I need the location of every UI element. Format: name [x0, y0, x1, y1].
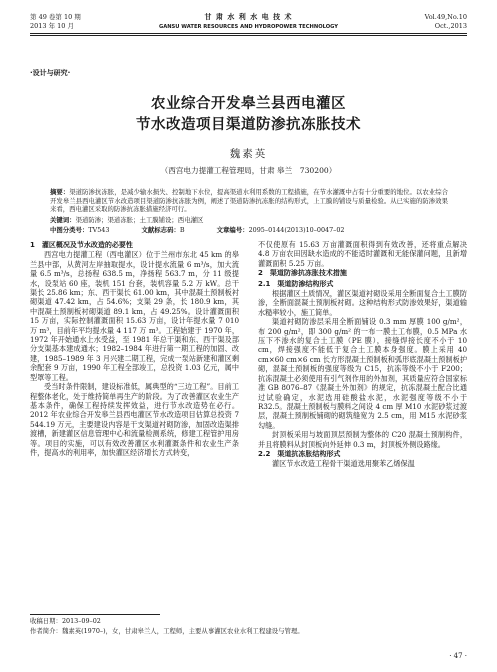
article-title-line2: 节水改造项目渠道防渗抗冻胀技术: [136, 117, 361, 133]
date-en: Oct.,2013: [434, 22, 467, 30]
header-rule: [30, 33, 467, 34]
affiliation: （西宫电力提灌工程管理局，甘肃 皋兰 730200）: [160, 166, 337, 175]
right-column: [258, 240, 467, 469]
abstract: [50, 188, 448, 214]
section-heading-1: 1 灌区概况及节水改造的必要性: [30, 241, 133, 249]
received-date: 收稿日期：2013–09–02: [30, 617, 101, 625]
keywords-text: 渠道防渗；渠道冻胀；土工膜铺设；西电灌区: [75, 216, 204, 224]
journal-name-en: GANSU WATER RESOURCES AND HYDROPOWER TECHNOLOGY: [158, 24, 339, 30]
author-bio: 作者简介：魏素英(1970–)，女，甘肃皋兰人，工程师，主要从事灌区农业水利工程建设与管理。: [30, 627, 304, 635]
doc-code-label: 文献标志码：: [141, 226, 180, 234]
paragraph: 渠道衬砌防渗层采用全断面铺设 0.3 mm 厚膜 100 g/m²，布 200 g/m²，即 300 g/m² 的一布一膜土工布膜，0.5 MPa 水压下不渗水的复合土工膜（PE 膜），接缝焊接长度不小于 10 cm，焊接强度不能低于复合土工膜本身强度。膜上采用 40 cm×60 cm×6 cm 长方形混凝土预制板和弧形底混凝土预制板护砌，混凝土预制板的强度等级为 C15，抗冻等级不小于 F200；抗冻混凝土必须使用有引气剂作用的外加剂，其质量应符合国家标准 GB 8076–87《混凝土外加剂》的规定，抗冻混凝土配合比通过试验确定，水泥选用硅酸盐水泥，水泥强度等级不小于 R32.5。混凝土预制板与膜料之间设 4 cm 厚 M10 水泥砂浆过渡层，混凝土预制板铺砌的砌筑缝宽为 2.5 cm，用 M15 水泥砂浆勾缝。: [258, 317, 467, 430]
article-number-value: 2095–0144(2013)10–0047–02: [248, 226, 345, 234]
doc-code-value: B: [179, 226, 185, 234]
paragraph: 封顶板采用与坡面顶层预制为整体的 C20 混凝土预制构件，并且将膜料从封顶板向外延伸 0.3 m，封顶板外侧设路缘。: [258, 430, 467, 449]
clc-value: TV543: [88, 226, 110, 234]
journal-issue: 第 49 卷第 10 期: [30, 13, 81, 21]
section-tag: ·设计与研究·: [30, 69, 71, 77]
paragraph: 根据灌区土质情况，灌区渠道衬砌设采用全断面复合土工膜防渗，全断面混凝土预制板衬砌。这种结构形式防渗效果好，渠道输水糙率较小，施工简单。: [258, 289, 467, 317]
paragraph: 灌区节水改造工程骨干渠道选用聚苯乙烯保温: [272, 459, 415, 469]
header-rule-thin: [30, 35, 467, 36]
abstract-label: 摘要：: [50, 188, 70, 196]
journal-name: 甘 肃 水 利 水 电 技 术: [204, 13, 293, 21]
paragraph: 不仅使原有 15.63 万亩灌溉面积得到有效改善，还将重点解决 4.8 万亩农田因缺水造成的不能适时灌溉和无能保灌问题，且新增灌溉面积 5.25 万亩。: [258, 240, 467, 268]
article-title-line1: 农业综合开发皋兰县西电灌区: [151, 96, 346, 112]
author: 魏素英: [229, 148, 268, 160]
footnote-rule: [30, 614, 160, 615]
article-number-label: 文章编号：: [216, 226, 249, 234]
abstract-text: 渠道防渗抗冻胀，是减少输水损失、控制地下水位，提高渠道水利用系数的工程措施，在节水灌溉中占有十分重要的地位。以农业综合开发皋兰县西电灌区节水改造项目渠道防渗抗冻胀为例，阐述了渠道防渗抗冻胀的结构形式，上工膜的铺设与质量检验。从已实施的防渗效果来看，西电灌区采取的防渗抗冻胀措施经济可行。: [50, 188, 449, 214]
paragraph: 西宫电力提灌工程（西电灌区）位于兰州市东北 45 km 的皋兰县中部，从黄河左岸抽取提水，设计提水流量 6 m³/s，加大流量 6.5 m³/s，总扬程 638.5 m，净扬程 563.7 m，分 11 级提水，设泵站 60 座，装机 151 台套，装机容量 5.2 万 kW。总干渠长 25.86 km；东、西干渠长 61.00 km，其中混凝土预制板衬砌渠道 47.42 km，占 54.6%；支渠 29 条，长 180.9 km，其中混凝土预制板衬砌渠道 89.1 km，占 49.25%。设计灌溉面积 15 万亩，实际控制灌溉面积 15.63 万亩，设计年提水量 7 010 万 m³，目前年平均提水量 4 117 万 m³。工程始建于 1970 年，1972 年开始通水上水受益，至 1981 年总干渠和东、西干渠及部分支渠基本建成通水；1982–1984 年进行第一期工程的加固、改建，1985–1989 年 3 月兴建二期工程，完成一泵站新建和灌区剩余配套 9 万亩，1990 年工程全部竣工，总投资 1.03 亿元，属中型罩等工程。: [30, 250, 239, 382]
section-heading-2: 2 渠道防渗抗冻胀技术措施: [258, 269, 347, 278]
clc-label: 中图分类号：: [50, 226, 89, 234]
journal-date: 2013 年 10 月: [30, 22, 75, 30]
left-column: [30, 240, 239, 457]
keywords-label: 关键词：: [50, 216, 76, 224]
subsection-heading-2-1: 2.1 渠道防渗结构形式: [258, 279, 334, 288]
paragraph: 受当时条件限制，建设标准低，属典型的“三边工程”。目前工程整体老化，处于维持简单再生产的阶段。为了改善灌区农业生产基本条件，确保工程持续发挥效益，进行节水改造势在必行。2012 年农业综合开发皋兰县西电灌区节水改造项目估算总投资 7 544.19 万元，主要建设内容是干支渠道衬砌防渗，加固改造渠排渡槽，新建灌区信息管理中心和流量检测系统，修建工程管护用房等。项目的实施，可以有效改善灌区水利灌溉条件和农业生产条件，提高水的利用率，加快灌区经济增长方式转变，: [30, 382, 239, 457]
page-number: · 47 ·: [449, 652, 467, 660]
volume-en: Vol.49,No.10: [424, 13, 467, 21]
classification: [50, 226, 448, 235]
subsection-heading-2-2: 2.2 渠道抗冻胀结构形式: [258, 449, 341, 458]
keywords: [50, 216, 448, 225]
